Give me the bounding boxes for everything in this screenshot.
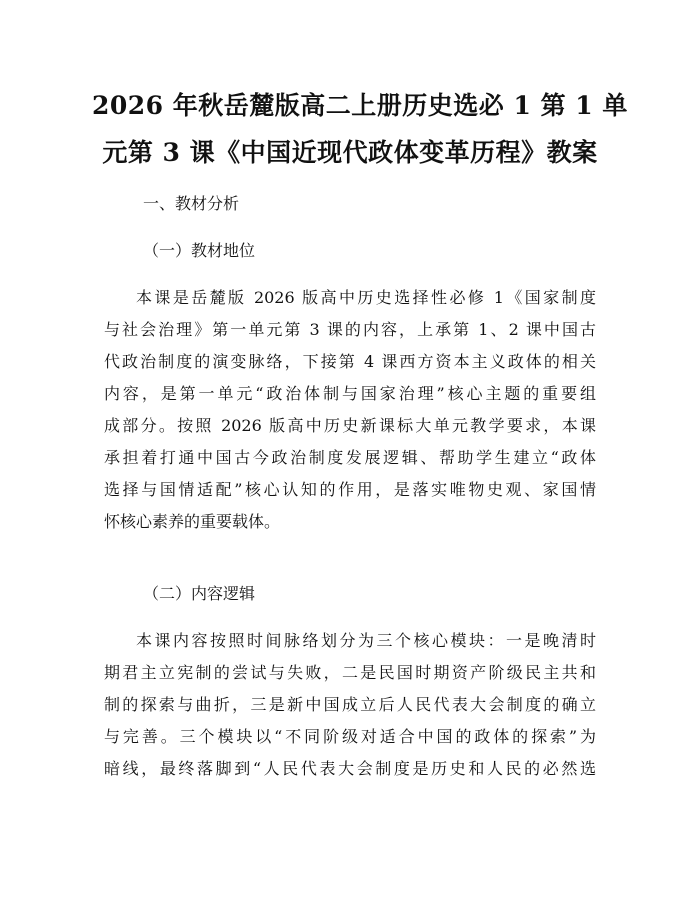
paragraph-line: 承担着打通中国古今政治制度发展逻辑、帮助学生建立“政体: [104, 448, 596, 467]
subsection-heading-textbook-position: （一）教材地位: [143, 241, 256, 260]
paragraph-line: 与完善。三个模块以“不同阶级对适合中国的政体的探索”为: [104, 727, 596, 746]
paragraph-line: 成部分。按照 2026 版高中历史新课标大单元教学要求，本课: [104, 416, 596, 435]
document-title-line-2: 元第 3 课《中国近现代政体变革历程》教案: [102, 138, 598, 167]
document-title-line-1: 2026 年秋岳麓版高二上册历史选必 1 第 1 单: [92, 91, 628, 120]
section-heading-textbook-analysis: 一、教材分析: [143, 194, 240, 213]
paragraph-line: 代政治制度的演变脉络，下接第 4 课西方资本主义政体的相关: [104, 352, 596, 371]
paragraph-line: 怀核心素养的重要载体。: [104, 512, 281, 531]
paragraph-line: 本课是岳麓版 2026 版高中历史选择性必修 1《国家制度: [136, 288, 596, 307]
paragraph-line: 暗线，最终落脚到“人民代表大会制度是历史和人民的必然选: [104, 759, 596, 778]
paragraph-line: 选择与国情适配”核心认知的作用，是落实唯物史观、家国情: [104, 480, 596, 499]
paragraph-line: 本课内容按照时间脉络划分为三个核心模块：一是晚清时: [136, 631, 596, 650]
paragraph-line: 与社会治理》第一单元第 3 课的内容，上承第 1、2 课中国古: [104, 320, 596, 339]
paragraph-line: 内容，是第一单元“政治体制与国家治理”核心主题的重要组: [104, 384, 596, 403]
subsection-heading-content-logic: （二）内容逻辑: [143, 584, 256, 603]
paragraph-line: 期君主立宪制的尝试与失败，二是民国时期资产阶级民主共和: [104, 663, 596, 682]
paragraph-line: 制的探索与曲折，三是新中国成立后人民代表大会制度的确立: [104, 695, 596, 714]
